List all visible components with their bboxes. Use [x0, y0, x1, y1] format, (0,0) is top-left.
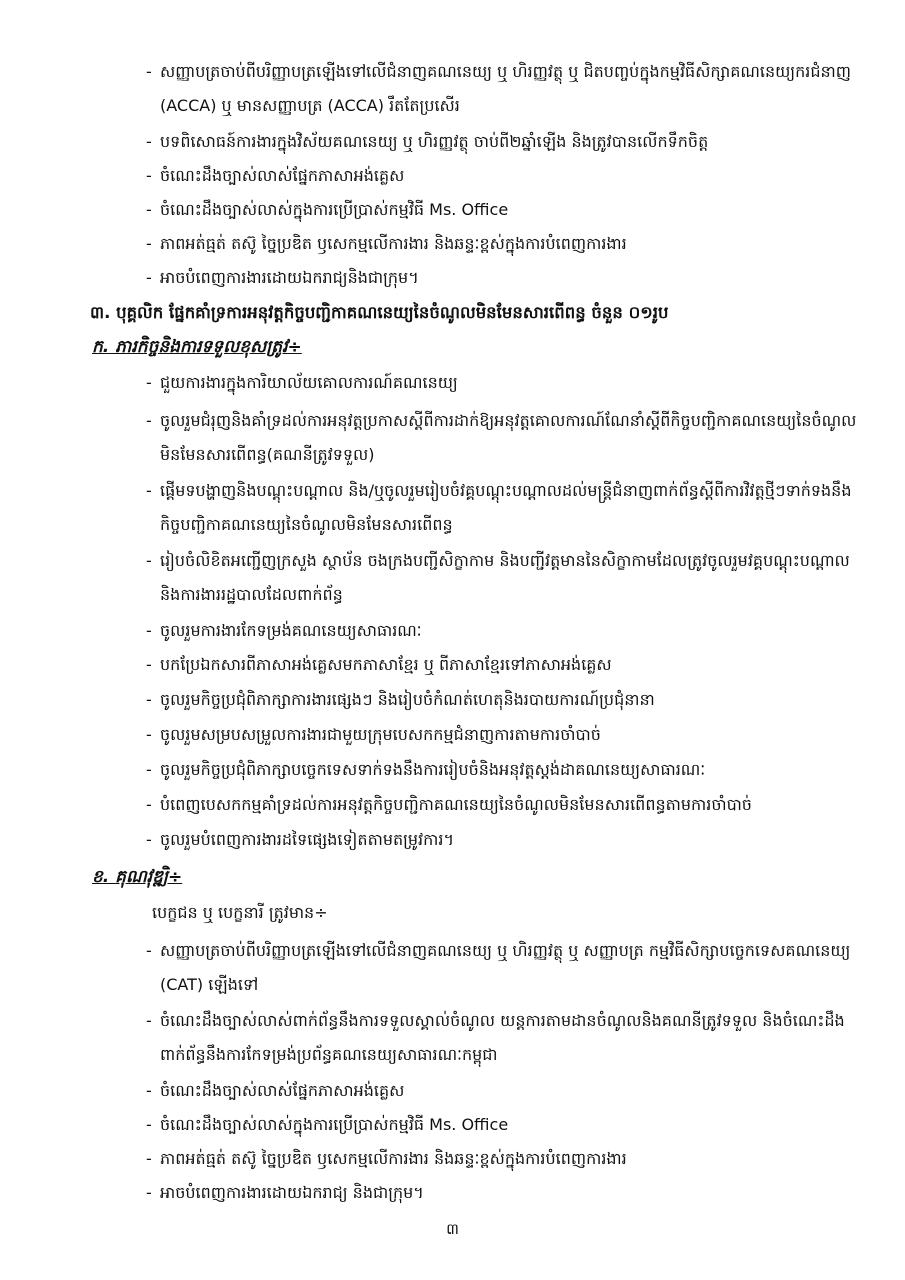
list-item: អាចបំពេញការងារដោយឯករាជ្យ និងជាក្រុម។: [160, 1183, 424, 1202]
list-item: ចូលរួមកិច្ចប្រជុំពិភាក្សាបច្ចេកទេសទាក់ទងនឹងការរៀបចំនិងអនុវត្តស្តង់ដាគណនេយ្យសាធារណៈ: [160, 760, 706, 779]
list-item: អាចបំពេញការងារដោយឯករាជ្យនិងជាក្រុម។: [160, 268, 419, 287]
list-bullet: -: [146, 268, 152, 287]
list-item: រៀបចំលិខិតអញ្ជើញក្រសួង ស្ថាប័ន ចងក្រងបញ្ជីសិក្ខាកាម និងបញ្ជីវត្តមាននៃសិក្ខាកាមដែលត្រូវចូលរួមវគ្គបណ្តុះបណ្តាល និងការងាររដ្ឋបាលដែលពាក់ព័ន្ធ: [160, 551, 850, 604]
list-item: ចូលរួមសម្របសម្រួលការងារជាមួយក្រុមបេសកកម្មជំនាញការតាមការចាំបាច់: [160, 725, 601, 744]
list-item: ចំណេះដឹងច្បាស់លាស់ពាក់ព័ន្ធនឹងការទទួលស្គាល់ចំណូល យន្តការតាមដានចំណូលនិងគណនីត្រូវទទួល និងចំណេះដឹងពាក់ព័ន្ធនឹងការកែទម្រង់ប្រព័ន្ធគណនេយ្យសាធារណៈកម្ពុជា: [160, 1011, 845, 1064]
list-bullet: -: [146, 411, 152, 430]
list-item: បំពេញបេសកកម្មគាំទ្រដល់ការអនុវត្តកិច្ចបញ្ជិកាគណនេយ្យនៃចំណូលមិនមែនសារពើពន្ធតាមការចាំបាច់: [160, 795, 752, 814]
list-item: ចូលរួមជំរុញនិងគាំទ្រដល់ការអនុវត្តប្រកាសស្តីពីការដាក់ឱ្យអនុវត្តគោលការណ៍ណែនាំស្តីពីកិច្ចបញ្ជិកាគណនេយ្យនៃចំណូលមិនមែនសារពើពន្ធ(គណនីត្រូវទទួល): [160, 411, 857, 464]
list-bullet: -: [146, 941, 152, 960]
list-bullet: -: [146, 481, 152, 500]
list-bullet: -: [146, 621, 152, 640]
list-item: ជួយការងារក្នុងការិយាល័យគោលការណ៍គណនេយ្យ: [160, 373, 458, 392]
list-bullet: -: [146, 234, 152, 253]
list-bullet: -: [146, 166, 152, 185]
list-bullet: -: [146, 760, 152, 779]
list-bullet: -: [146, 655, 152, 674]
section-heading: ៣. បុគ្គលិក ផ្នែកគាំទ្រការអនុវត្តកិច្ចបញ្ជិកាគណនេយ្យនៃចំណូលមិនមែនសារពើពន្ធ ចំនួន ០១រូប: [90, 303, 669, 322]
list-item: ចូលរួមបំពេញការងារដទៃផ្សេងទៀតតាមតម្រូវការ។: [160, 830, 454, 849]
list-bullet: -: [146, 1183, 152, 1202]
duties-subheading: ក. ភារកិច្ចនិងការទទួលខុសត្រូវ÷: [92, 337, 302, 357]
list-item: សញ្ញាបត្រចាប់ពីបរិញ្ញាបត្រឡើងទៅលើជំនាញគណនេយ្យ ឬ ហិរញ្ញវត្ថុ ឬ ជិតបញ្ចប់ក្នុងកម្មវិធីសិក្សាគណនេយ្យករជំនាញ (ACCA) ឬ មានសញ្ញាបត្រ (ACCA) រឹតតែប្រសើរ: [160, 62, 851, 115]
list-bullet: -: [146, 1115, 152, 1134]
list-item: ចូលរួមកិច្ចប្រជុំពិភាក្សាការងារផ្សេងៗ និងរៀបចំកំណត់ហេតុនិងរបាយការណ៍ប្រជុំនានា: [160, 690, 655, 709]
list-item: ចំណេះដឹងច្បាស់លាស់ក្នុងការប្រើប្រាស់កម្មវិធី Ms. Office: [160, 200, 509, 219]
qualifications-intro: បេក្ខជន ឬ បេក្ខនារី ត្រូវមាន÷: [152, 903, 328, 922]
list-item: បកប្រែឯកសារពីភាសាអង់គ្លេសមកភាសាខ្មែរ ឬ ពីភាសាខ្មែរទៅភាសាអង់គ្លេស: [160, 655, 612, 674]
list-bullet: -: [146, 200, 152, 219]
list-bullet: -: [146, 795, 152, 814]
list-bullet: -: [146, 690, 152, 709]
list-item: ភាពអត់ធ្មត់ តស៊ូ ច្នៃប្រឌិត ឫសេកម្មលើការងារ និងឆន្ទៈខ្ពស់ក្នុងការបំពេញការងារ: [160, 234, 627, 253]
list-bullet: -: [146, 551, 152, 570]
list-item: ចំណេះដឹងច្បាស់លាស់ផ្នែកភាសាអង់គ្លេស: [160, 1081, 405, 1100]
list-item: ភាពអត់ធ្មត់ តស៊ូ ច្នៃប្រឌិត ឫសេកម្មលើការងារ និងឆន្ទៈខ្ពស់ក្នុងការបំពេញការងារ: [160, 1149, 627, 1168]
list-bullet: -: [146, 373, 152, 392]
list-bullet: -: [146, 132, 152, 151]
list-item: សញ្ញាបត្រចាប់ពីបរិញ្ញាបត្រឡើងទៅលើជំនាញគណនេយ្យ ឬ ហិរញ្ញវត្ថុ ឬ សញ្ញាបត្រ កម្មវិធីសិក្សាបច្ចេកទេសគណនេយ្យ (CAT) ឡើងទៅ: [160, 941, 851, 994]
list-bullet: -: [146, 1011, 152, 1030]
list-item: ចំណេះដឹងច្បាស់លាស់ក្នុងការប្រើប្រាស់កម្មវិធី Ms. Office: [160, 1115, 509, 1134]
page-number: ៣: [446, 1220, 459, 1238]
list-bullet: -: [146, 1081, 152, 1100]
list-item: ផ្តើមទបង្ហាញនិងបណ្តុះបណ្តាល និង/ឬចូលរួមរៀបចំវគ្គបណ្តុះបណ្តាលដល់មន្ត្រីជំនាញពាក់ព័ន្ធស្តីពីការវិវត្តថ្មីៗទាក់ទងនឹងកិច្ចបញ្ជិកាគណនេយ្យនៃចំណូលមិនមែនសារពើពន្ធ: [160, 481, 852, 534]
list-bullet: -: [146, 1149, 152, 1168]
qualifications-subheading: ខ. គុណវុឌ្ឍិ÷: [92, 867, 183, 887]
list-bullet: -: [146, 62, 152, 81]
list-bullet: -: [146, 830, 152, 849]
list-bullet: -: [146, 725, 152, 744]
list-item: ចូលរួមការងារកែទម្រង់គណនេយ្យសាធារណៈ: [160, 621, 422, 640]
list-item: បទពិសោធន៍ការងារក្នុងវិស័យគណនេយ្យ ឬ ហិរញ្ញវត្ថុ ចាប់ពី២ឆ្នាំឡើង និងត្រូវបានលើកទឹកចិត្ត: [160, 132, 709, 151]
list-item: ចំណេះដឹងច្បាស់លាស់ផ្នែកភាសាអង់គ្លេស: [160, 166, 405, 185]
